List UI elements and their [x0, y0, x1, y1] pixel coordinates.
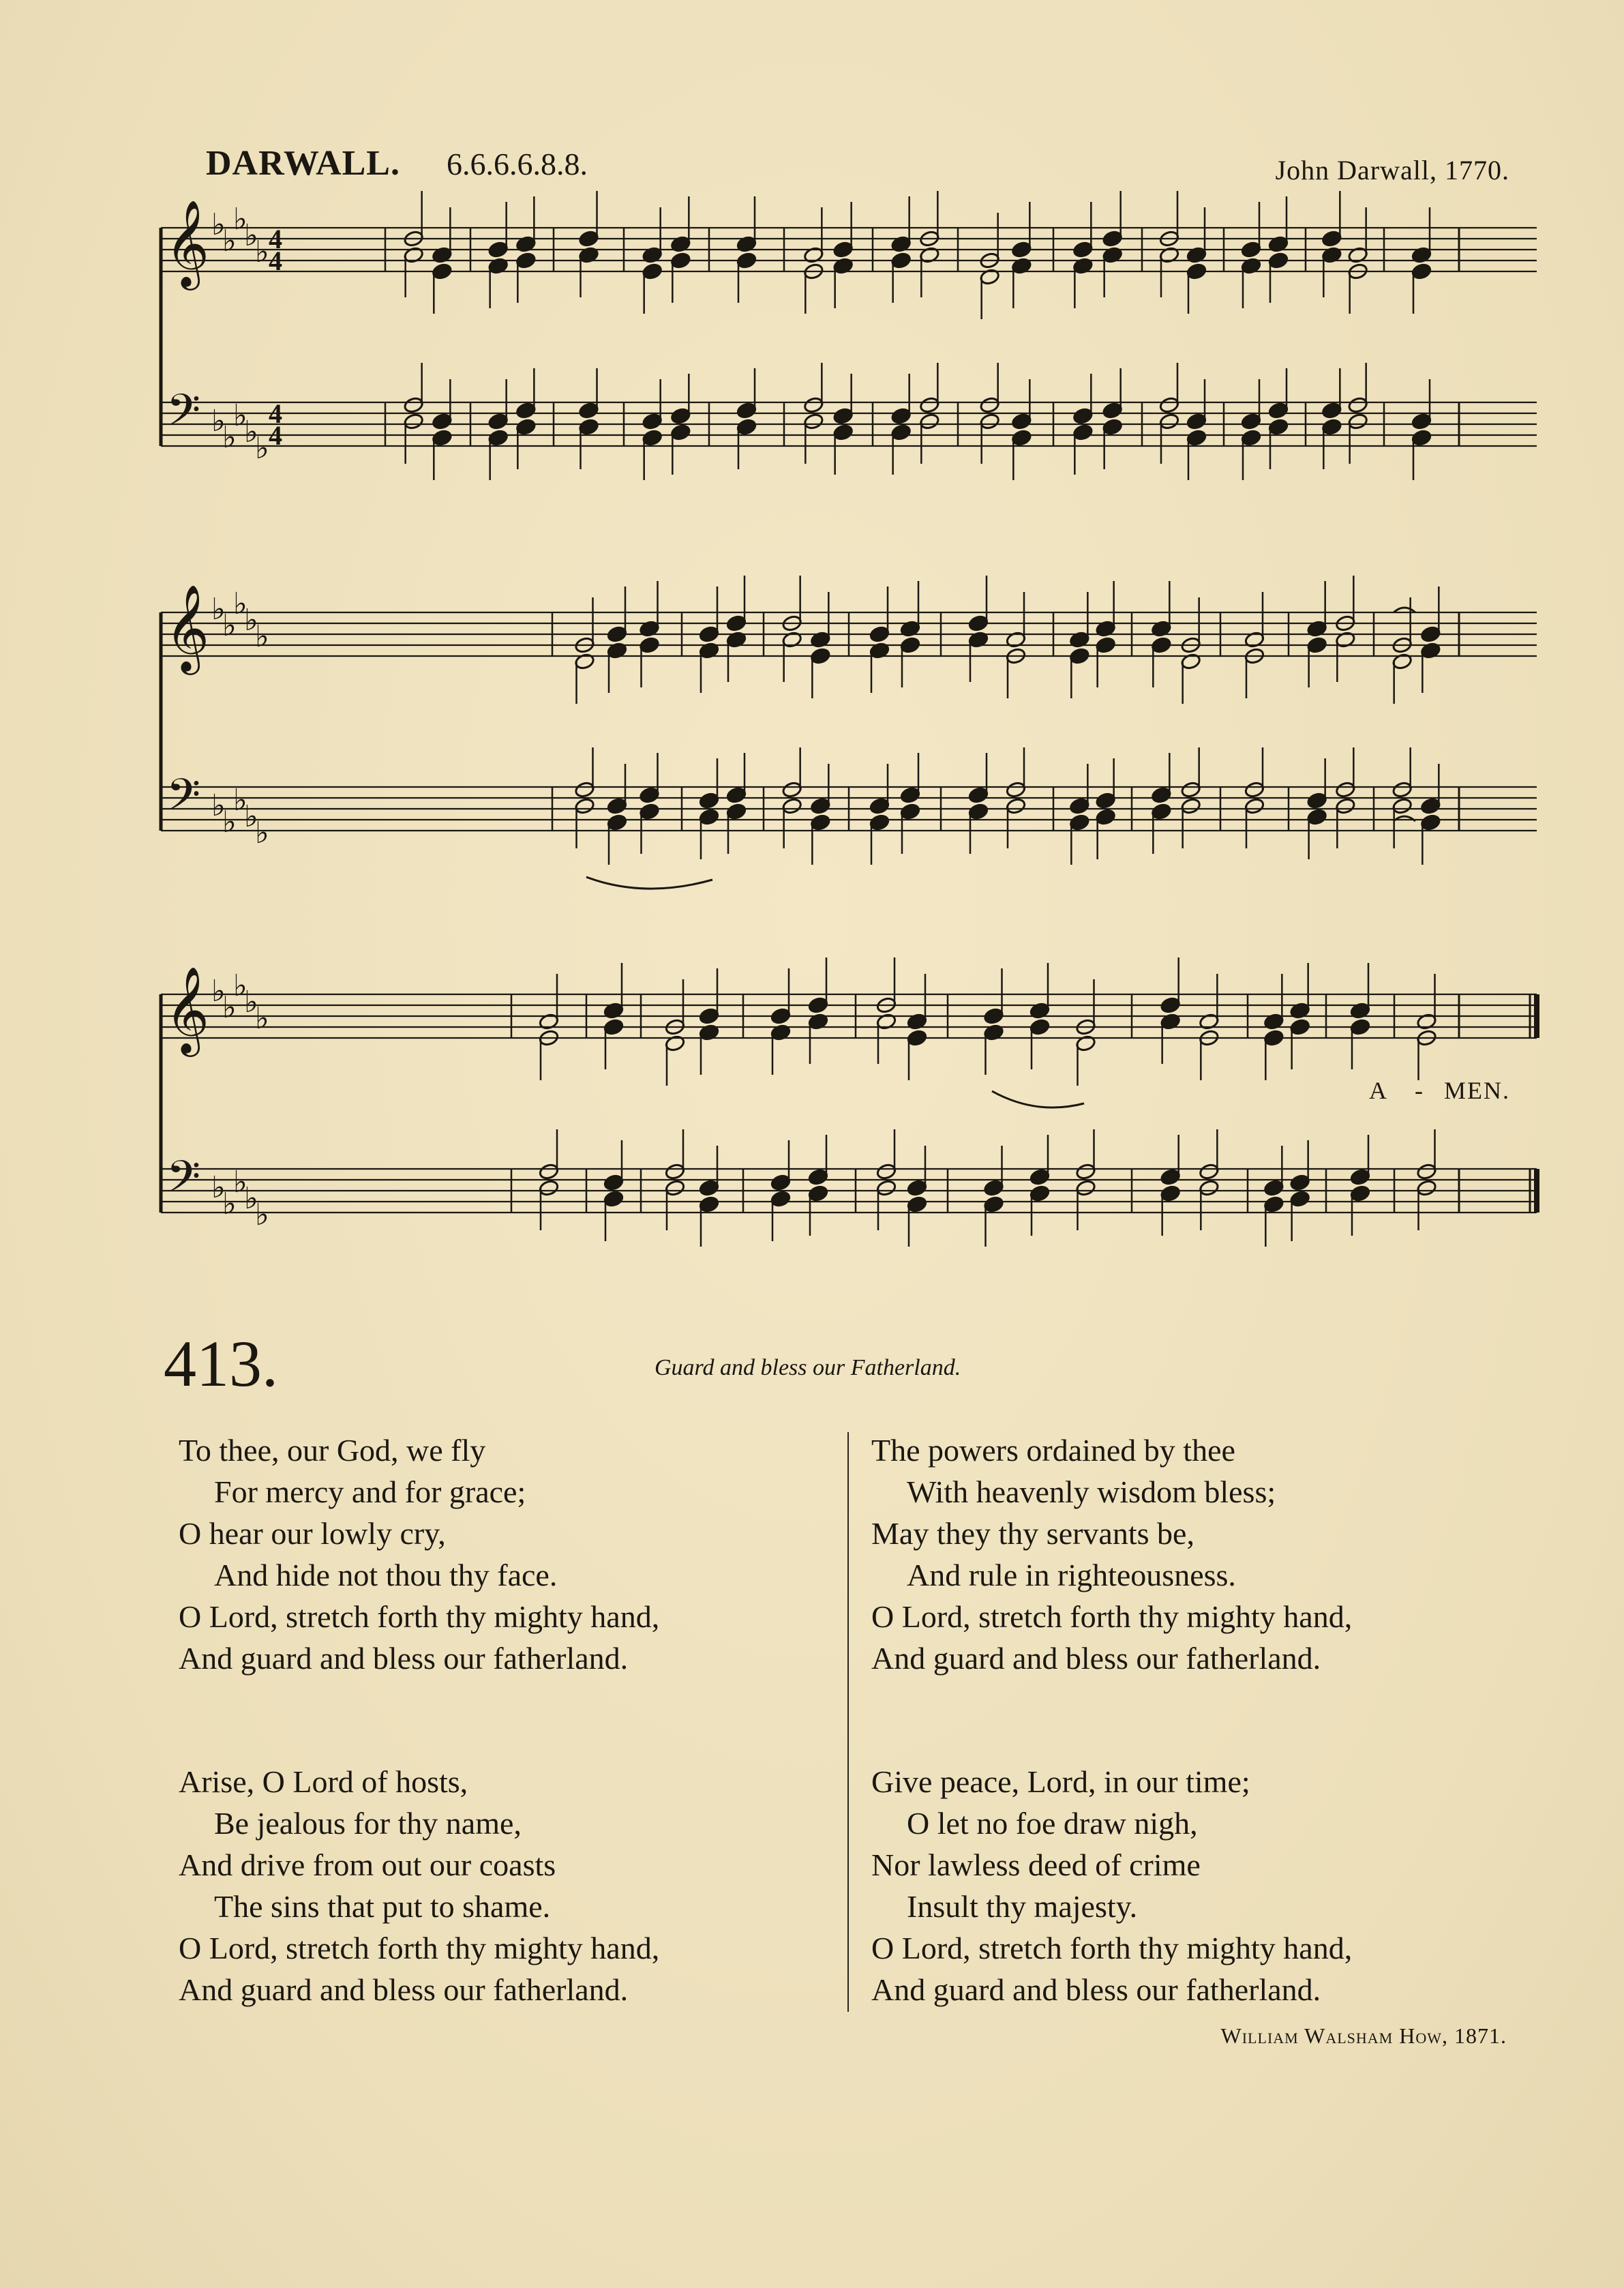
verse-line: With heavenly wisdom bless; — [907, 1474, 1276, 1509]
note-head — [1420, 814, 1441, 831]
note-head — [670, 252, 691, 269]
author-credit: William Walsham How, 1871. — [1220, 2023, 1507, 2048]
note-head — [642, 413, 663, 430]
note-head — [1160, 1185, 1181, 1202]
note-head — [803, 396, 824, 414]
note-head — [808, 1185, 829, 1202]
stanza-1 — [179, 1429, 659, 1679]
flat-icon: ♭ — [233, 586, 247, 621]
note-head — [726, 803, 747, 820]
bass-clef-icon: 𝄢 — [166, 385, 201, 447]
note-head — [515, 402, 537, 419]
bass-clef-icon: 𝄢 — [166, 1152, 201, 1213]
note-head — [665, 1179, 686, 1197]
note-head — [876, 1163, 897, 1180]
verse-line: And guard and bless our fatherland. — [871, 1972, 1321, 2007]
note-head — [515, 252, 537, 269]
note-head — [810, 797, 831, 815]
note-head — [1011, 429, 1032, 447]
note-head — [1289, 1174, 1310, 1191]
note-head — [1306, 792, 1327, 809]
verse-line: O Lord, stretch forth thy mighty hand, — [871, 1931, 1353, 1965]
note-head — [736, 402, 757, 419]
time-signature-bottom: 4 — [269, 420, 282, 451]
note-head — [869, 797, 890, 815]
note-head — [1289, 1190, 1310, 1208]
verse-line: Insult thy majesty. — [907, 1889, 1138, 1924]
flat-icon: ♭ — [211, 207, 226, 242]
note-head — [1072, 424, 1094, 441]
note-head — [968, 803, 989, 820]
note-head — [781, 797, 802, 815]
note-head — [1180, 797, 1201, 815]
note-head — [1159, 396, 1180, 414]
note-head — [1075, 1179, 1096, 1197]
stanza-3 — [871, 1429, 1352, 1679]
note-head — [781, 781, 802, 799]
flat-icon: ♭ — [211, 592, 226, 627]
verse-line: O Lord, stretch forth thy mighty hand, — [871, 1599, 1353, 1634]
amen-men: MEN. — [1444, 1077, 1510, 1104]
note-head — [1199, 1179, 1220, 1197]
note-head — [726, 786, 747, 804]
note-head — [578, 230, 599, 248]
note-head — [665, 1163, 686, 1180]
note-head — [832, 241, 854, 258]
note-head — [1321, 418, 1342, 436]
note-head — [607, 797, 628, 815]
note-head — [1420, 797, 1441, 815]
note-head — [890, 252, 912, 269]
note-head — [907, 1029, 928, 1047]
time-signature-bottom: 4 — [269, 246, 282, 276]
note-head — [1069, 647, 1090, 665]
flat-icon: ♭ — [222, 990, 237, 1025]
flat-icon: ♭ — [244, 1181, 258, 1216]
bass-clef-icon: 𝄢 — [166, 770, 201, 831]
note-head — [1411, 429, 1432, 447]
note-head — [1160, 1168, 1181, 1186]
verse-line: O Lord, stretch forth thy mighty hand, — [179, 1599, 660, 1634]
flat-icon: ♭ — [222, 805, 237, 840]
tune-meter: 6.6.6.6.8.8. — [447, 147, 588, 181]
note-head — [1268, 418, 1289, 436]
note-head — [1411, 263, 1432, 280]
note-head — [1244, 797, 1265, 815]
note-head — [1350, 1185, 1371, 1202]
final-bar-line — [1534, 1169, 1539, 1213]
verse-line: O let no foe draw nigh, — [907, 1806, 1198, 1841]
note-head — [1186, 263, 1207, 280]
note-head — [1102, 230, 1123, 248]
note-head — [578, 402, 599, 419]
flat-icon: ♭ — [233, 783, 247, 818]
slur — [992, 1091, 1084, 1108]
flat-icon: ♭ — [255, 431, 269, 466]
note-head — [403, 396, 424, 414]
flat-icon: ♭ — [255, 235, 269, 269]
note-head — [432, 429, 453, 447]
hymn-number: 413. — [164, 1327, 278, 1400]
note-head — [900, 786, 921, 804]
note-head — [1072, 407, 1094, 425]
note-head — [726, 614, 747, 632]
note-head — [574, 797, 595, 815]
flat-icon: ♭ — [211, 1170, 226, 1205]
note-head — [983, 1007, 1004, 1025]
flat-icon: ♭ — [233, 968, 247, 1003]
note-head — [1006, 797, 1027, 815]
note-head — [810, 647, 831, 665]
flat-icon: ♭ — [244, 799, 258, 834]
note-head — [699, 1179, 720, 1197]
note-head — [403, 413, 424, 430]
amen-dash: - — [1415, 1077, 1424, 1104]
verse-line: Be jealous for thy name, — [214, 1806, 522, 1841]
verse-line: May they thy servants be, — [871, 1516, 1194, 1551]
note-head — [1263, 1179, 1284, 1197]
note-head — [1151, 786, 1172, 804]
note-head — [803, 413, 824, 430]
note-head — [574, 781, 595, 799]
note-head — [1411, 413, 1432, 430]
note-head — [1420, 625, 1441, 643]
note-head — [900, 803, 921, 820]
note-head — [1029, 1018, 1051, 1036]
note-head — [900, 636, 921, 654]
treble-clef-icon: 𝄞 — [165, 199, 210, 286]
treble-clef-icon: 𝄞 — [165, 966, 210, 1053]
flat-icon: ♭ — [255, 1198, 269, 1232]
flat-icon: ♭ — [255, 619, 269, 654]
flat-icon: ♭ — [244, 985, 258, 1020]
note-head — [1186, 413, 1207, 430]
note-head — [1241, 413, 1262, 430]
note-head — [1416, 1179, 1437, 1197]
note-head — [1180, 781, 1201, 799]
note-head — [1011, 241, 1032, 258]
note-head — [832, 407, 854, 425]
flat-icon: ♭ — [211, 404, 226, 439]
verse-line: And hide not thou thy face. — [214, 1558, 558, 1592]
flat-icon: ♭ — [244, 603, 258, 638]
note-head — [770, 1190, 792, 1208]
note-head — [1241, 429, 1262, 447]
note-head — [603, 1174, 625, 1191]
note-head — [1335, 781, 1356, 799]
note-head — [1263, 1195, 1284, 1213]
note-head — [487, 413, 509, 430]
note-head — [1095, 808, 1116, 826]
note-head — [736, 252, 757, 269]
flat-icon: ♭ — [222, 608, 237, 643]
note-head — [578, 418, 599, 436]
note-head — [869, 625, 890, 643]
amen-a: A — [1369, 1077, 1388, 1104]
verse-line: Give peace, Lord, in our time; — [871, 1764, 1250, 1799]
note-head — [432, 263, 453, 280]
note-head — [699, 808, 720, 826]
note-head — [1102, 402, 1123, 419]
note-head — [699, 1007, 720, 1025]
note-head — [1011, 413, 1032, 430]
note-head — [1244, 781, 1265, 799]
note-head — [1306, 808, 1327, 826]
note-head — [1347, 413, 1368, 430]
note-head — [1392, 797, 1413, 815]
verse-line: And rule in righteousness. — [907, 1558, 1236, 1592]
time-signature-top: 4 — [269, 224, 282, 254]
note-head — [1347, 396, 1368, 414]
verse-line: And drive from out our coasts — [179, 1847, 556, 1882]
note-head — [607, 625, 628, 643]
verse-line: To thee, our God, we fly — [179, 1433, 486, 1468]
flat-icon: ♭ — [222, 1187, 237, 1221]
note-head — [670, 407, 691, 425]
note-head — [699, 792, 720, 809]
final-bar-line — [1534, 994, 1539, 1038]
note-head — [642, 263, 663, 280]
column-divider — [847, 1432, 849, 2012]
note-head — [487, 241, 509, 258]
verse-line: The sins that put to shame. — [214, 1889, 551, 1924]
note-head — [890, 407, 912, 425]
note-head — [808, 996, 829, 1014]
note-head — [810, 814, 831, 831]
stanza-2 — [179, 1761, 659, 2010]
flat-icon: ♭ — [255, 816, 269, 850]
note-head — [1263, 1029, 1284, 1047]
note-head — [1029, 1185, 1051, 1202]
note-head — [869, 814, 890, 831]
note-head — [890, 424, 912, 441]
time-signature-top: 4 — [269, 398, 282, 429]
note-head — [639, 803, 660, 820]
note-head — [539, 1179, 560, 1197]
verse-line: And guard and bless our fatherland. — [871, 1641, 1321, 1676]
note-head — [699, 625, 720, 643]
note-head — [1186, 429, 1207, 447]
note-head — [1416, 1163, 1437, 1180]
note-head — [639, 636, 660, 654]
verses-right-column — [871, 1429, 1352, 2092]
note-head — [1392, 781, 1413, 799]
note-head — [539, 1163, 560, 1180]
verse-line: For mercy and for grace; — [214, 1474, 526, 1509]
flat-icon: ♭ — [222, 224, 237, 258]
note-head — [968, 614, 989, 632]
note-head — [876, 1179, 897, 1197]
verse-line: Nor lawless deed of crime — [871, 1847, 1201, 1882]
verse-line: O hear our lowly cry, — [179, 1516, 446, 1551]
flat-icon: ♭ — [255, 1001, 269, 1036]
note-head — [1335, 797, 1356, 815]
flat-icon: ♭ — [233, 202, 247, 237]
note-head — [1160, 996, 1181, 1014]
note-head — [639, 786, 660, 804]
note-head — [919, 413, 940, 430]
note-head — [770, 1007, 792, 1025]
note-head — [1095, 792, 1116, 809]
note-head — [642, 429, 663, 447]
note-head — [907, 1195, 928, 1213]
note-head — [1321, 230, 1342, 248]
flat-icon: ♭ — [244, 218, 258, 253]
note-head — [1029, 1168, 1051, 1186]
note-head — [1151, 636, 1172, 654]
note-head — [1350, 1018, 1371, 1036]
flat-icon: ♭ — [222, 420, 237, 455]
hymn-subtitle: Guard and bless our Fatherland. — [655, 1355, 961, 1380]
note-head — [607, 814, 628, 831]
note-head — [1306, 636, 1327, 654]
note-head — [1006, 781, 1027, 799]
note-head — [979, 413, 1000, 430]
composer-credit: John Darwall, 1770. — [1275, 155, 1509, 185]
note-head — [1151, 803, 1172, 820]
note-head — [919, 396, 940, 414]
verse-line: And guard and bless our fatherland. — [179, 1641, 629, 1676]
note-head — [1075, 1163, 1096, 1180]
note-head — [770, 1174, 792, 1191]
flat-icon: ♭ — [233, 1165, 247, 1200]
note-head — [603, 1190, 625, 1208]
note-head — [603, 1018, 625, 1036]
note-head — [983, 1179, 1004, 1197]
note-head — [1268, 402, 1289, 419]
note-head — [1268, 252, 1289, 269]
note-head — [983, 1195, 1004, 1213]
flat-icon: ♭ — [211, 788, 226, 823]
note-head — [1321, 402, 1342, 419]
verses-left-column — [179, 1429, 659, 2092]
note-head — [1289, 1018, 1310, 1036]
note-head — [1069, 797, 1090, 815]
note-head — [1102, 418, 1123, 436]
flat-icon: ♭ — [233, 398, 247, 433]
note-head — [699, 1195, 720, 1213]
note-head — [907, 1179, 928, 1197]
note-head — [979, 396, 1000, 414]
flat-icon: ♭ — [211, 974, 226, 1009]
note-head — [1069, 814, 1090, 831]
flat-icon: ♭ — [244, 415, 258, 449]
note-head — [1159, 413, 1180, 430]
note-head — [670, 424, 691, 441]
note-head — [1072, 241, 1094, 258]
verse-line: And guard and bless our fatherland. — [179, 1972, 629, 2007]
note-head — [832, 424, 854, 441]
tune-name: DARWALL. — [206, 144, 400, 183]
note-head — [1350, 1168, 1371, 1186]
note-head — [736, 418, 757, 436]
note-head — [432, 413, 453, 430]
verse-line: Arise, O Lord of hosts, — [179, 1764, 468, 1799]
note-head — [1199, 1163, 1220, 1180]
verse-line: O Lord, stretch forth thy mighty hand, — [179, 1931, 660, 1965]
stanza-4 — [871, 1761, 1352, 2010]
note-head — [1241, 241, 1262, 258]
note-head — [808, 1168, 829, 1186]
slur — [586, 877, 712, 889]
treble-clef-icon: 𝄞 — [165, 584, 210, 671]
note-head — [968, 786, 989, 804]
note-head — [1095, 636, 1116, 654]
verse-line: The powers ordained by thee — [871, 1433, 1235, 1468]
note-head — [487, 429, 509, 447]
note-head — [515, 418, 537, 436]
